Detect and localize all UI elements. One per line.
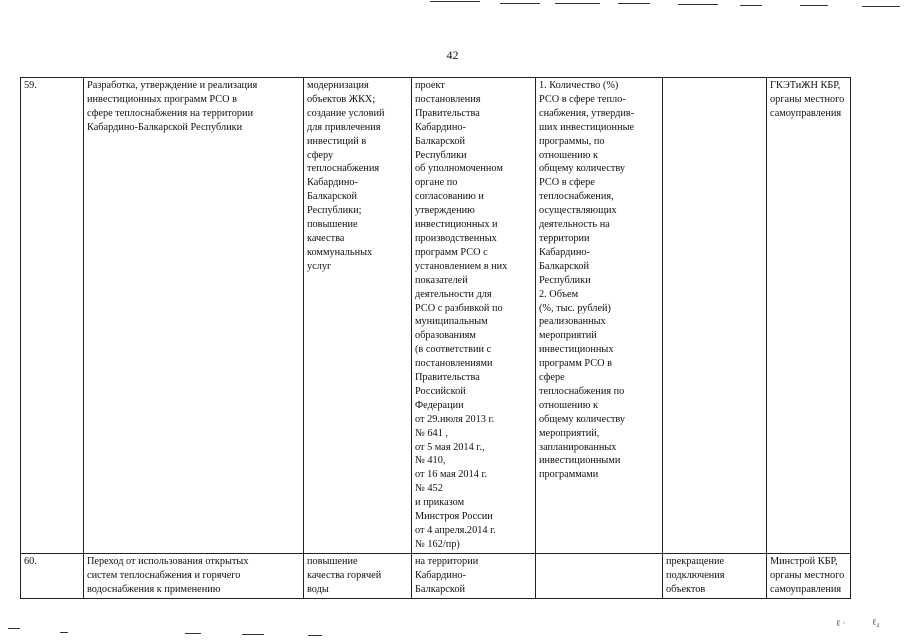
scan-artifact: [800, 5, 828, 6]
scan-artifact: [678, 4, 718, 5]
measure-title: Разработка, утверждение и реализация инвестиционных программ РСО в сфере теплоснабжения на территории Кабардино-Балкарской Республики: [84, 78, 304, 554]
measure-goal: модернизация объектов ЖКХ; создание условий для привлечения инвестиций в сферу теплоснабжения Кабардино- Балкарской Республики; повышение качества коммунальных услуг: [304, 78, 412, 554]
scan-artifact: [430, 1, 480, 2]
measure-responsible: ГКЭТиЖН КБР, органы местного самоуправления: [767, 78, 851, 554]
scan-artifact: [60, 632, 68, 633]
scan-artifact: [8, 628, 20, 629]
measure-document: на территории Кабардино- Балкарской: [412, 553, 536, 598]
measures-table: [20, 77, 851, 599]
page-number: 42: [446, 48, 459, 62]
table-row: [21, 553, 851, 598]
scan-artifact: [862, 6, 900, 7]
scan-artifact: [618, 3, 650, 4]
table-row: [21, 78, 851, 554]
measure-result: [663, 78, 767, 554]
row-number: 60.: [21, 553, 84, 598]
measure-responsible: Минстрой КБР, органы местного самоуправления: [767, 553, 851, 598]
scan-artifact: [555, 3, 600, 4]
scan-artifact: [185, 633, 201, 634]
measure-indicators: 1. Количество (%) РСО в сфере тепло- снабжения, утвердив- ших инвестиционные программы, по отношению к общему количеству РСО в сфере теплоснабжения, осуществляющих деятельность на территории Кабардино- Балкарской Республики 2. Объем (%, тыс. рублей) реализованных мероприятий инвестиционных программ РСО в сфере теплоснабжения по отношению к общему количеству мероприятий, запланированных инвестиционными программами: [536, 78, 663, 554]
measure-goal: повышение качества горячей воды: [304, 553, 412, 598]
scan-artifact: [740, 5, 762, 6]
scan-artifact: [308, 635, 322, 636]
measure-indicators: [536, 553, 663, 598]
measure-result: прекращение подключения объектов: [663, 553, 767, 598]
measure-title: Переход от использования открытых систем теплоснабжения и горячего водоснабжения к применению: [84, 553, 304, 598]
measure-document: проект постановления Правительства Кабардино- Балкарской Республики об уполномоченном органе по согласованию и утверждению инвестиционных и производственных программ РСО с установлением в них показателей деятельности для РСО с разбивкой по муниципальным образованиям (в соответствии с постановлениями Правительства Российской Федерации от 29.июля 2013 г. № 641 , от 5 мая 2014 г., № 410, от 16 мая 2014 г. № 452 и приказом Минстроя России от 4 апреля.2014 г. № 162/пр): [412, 78, 536, 554]
scan-artifact: [242, 634, 264, 635]
scan-mark: ℓ ·: [836, 618, 846, 628]
scan-artifact: [500, 3, 540, 4]
row-number: 59.: [21, 78, 84, 554]
scan-mark: ℓ₄: [872, 617, 880, 627]
